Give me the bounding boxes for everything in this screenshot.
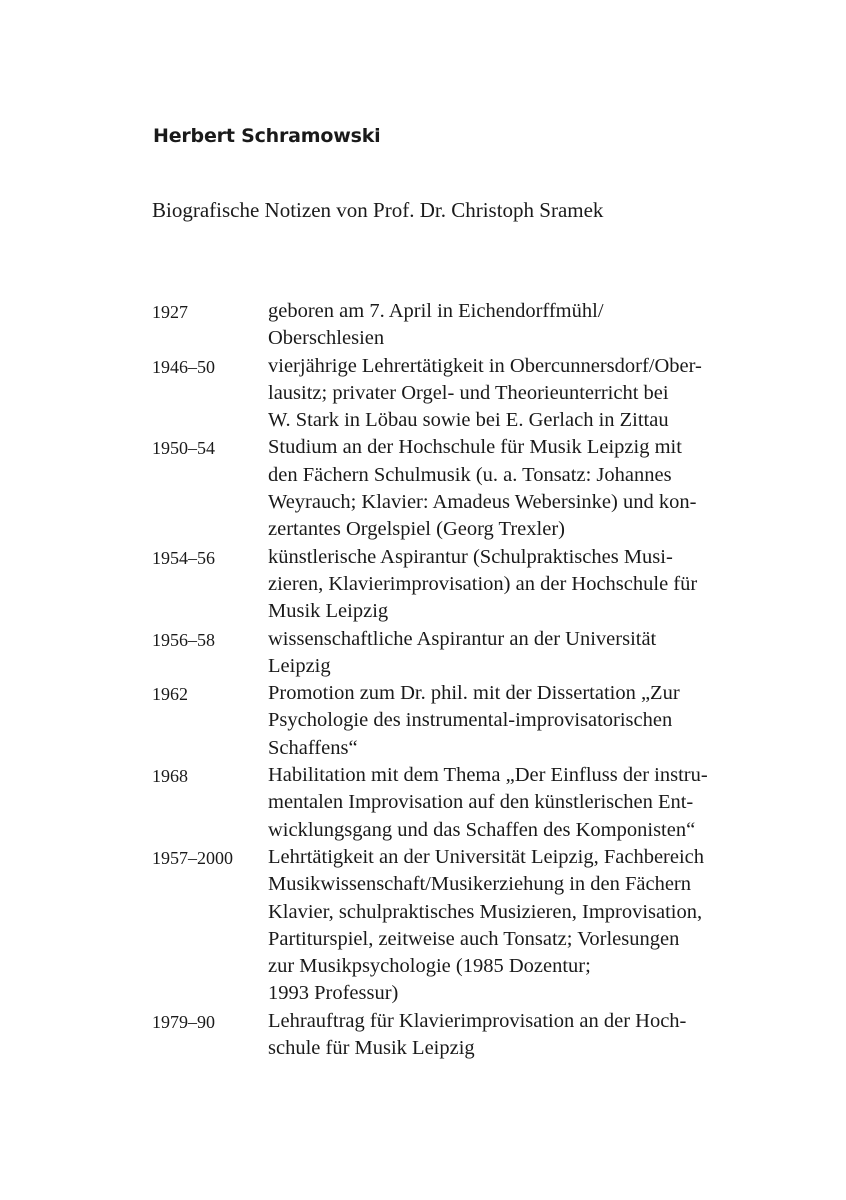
entry-line: 1993 Professur) (268, 982, 399, 1005)
entry-line: geboren am 7. April in Eichendorffmühl/ (268, 300, 604, 322)
entry-year: 1950–54 (152, 438, 215, 459)
entry-year: 1957–2000 (152, 847, 233, 868)
entry-year: 1979–90 (152, 1011, 215, 1032)
entry-year: 1927 (152, 302, 188, 322)
entry-line: vierjährige Lehrertätigkeit in Obercunnersdorf/Ober- (268, 354, 702, 377)
entry-text (268, 434, 772, 543)
entry-year: 1968 (152, 766, 188, 787)
entry-line: mentalen Improvisation auf den künstlerischen Ent- (268, 791, 694, 814)
entry-line: Weyrauch; Klavier: Amadeus Webersinke) und kon- (268, 491, 697, 514)
entry-line: Oberschlesien (268, 327, 385, 350)
entry-text (268, 626, 772, 681)
timeline-entry (152, 298, 772, 353)
entry-line: lausitz; privater Orgel- und Theorieunterricht bei (268, 381, 669, 404)
entry-year: 1962 (152, 684, 188, 705)
entry-line: künstlerische Aspirantur (Schulpraktisches Musi- (268, 545, 673, 568)
entry-year: 1956–58 (152, 629, 215, 650)
entry-line: Partiturspiel, zeitweise auch Tonsatz; Vorlesungen (268, 927, 680, 950)
entry-line: W. Stark in Löbau sowie bei E. Gerlach in Zittau (268, 409, 669, 432)
entry-line: Lehrtätigkeit an der Universität Leipzig, Fachbereich (268, 845, 705, 868)
entry-line: Lehrauftrag für Klavierimprovisation an der Hoch- (268, 1009, 687, 1032)
entry-line: den Fächern Schulmusik (u. a. Tonsatz: Johannes (268, 463, 672, 486)
timeline-entry (152, 626, 772, 681)
entry-line: Schaffens“ (268, 736, 358, 759)
entry-line: Studium an der Hochschule für Musik Leipzig mit (268, 436, 682, 459)
timeline-entry (152, 353, 772, 435)
page-title: Herbert Schramowski (153, 125, 381, 147)
entry-text (268, 1008, 772, 1063)
entry-text (268, 844, 772, 1008)
entry-year: 1954–56 (152, 547, 215, 568)
timeline-entry (152, 844, 772, 1008)
entry-line: schule für Musik Leipzig (268, 1037, 475, 1060)
entry-line: wissenschaftliche Aspirantur an der Universität (268, 627, 657, 650)
entry-line: Promotion zum Dr. phil. mit der Dissertation „Zur (268, 682, 680, 705)
timeline-entry (152, 544, 772, 626)
entry-line: Leipzig (268, 654, 331, 677)
biography-timeline (152, 298, 772, 1062)
entry-line: wicklungsgang und das Schaffen des Komponisten“ (268, 818, 696, 841)
timeline-entry (152, 1008, 772, 1063)
entry-line: Psychologie des instrumental-improvisatorischen (268, 709, 673, 732)
entry-text (268, 298, 772, 353)
entry-text (268, 680, 772, 762)
entry-line: Habilitation mit dem Thema „Der Einfluss der instru- (268, 764, 708, 787)
entry-text (268, 762, 772, 844)
timeline-entry (152, 434, 772, 543)
page-subtitle: Biografische Notizen von Prof. Dr. Christoph Sramek (152, 198, 604, 222)
timeline-entry (152, 762, 772, 844)
entry-text (268, 353, 772, 435)
timeline-entry (152, 680, 772, 762)
entry-line: zertantes Orgelspiel (Georg Trexler) (268, 518, 565, 541)
entry-line: zieren, Klavierimprovisation) an der Hochschule für (268, 572, 698, 595)
entry-line: zur Musikpsychologie (1985 Dozentur; (268, 955, 591, 978)
entry-line: Musik Leipzig (268, 600, 389, 623)
entry-line: Musikwissenschaft/Musikerziehung in den Fächern (268, 873, 692, 896)
entry-text (268, 544, 772, 626)
entry-year: 1946–50 (152, 356, 215, 377)
entry-line: Klavier, schulpraktisches Musizieren, Improvisation, (268, 900, 703, 923)
